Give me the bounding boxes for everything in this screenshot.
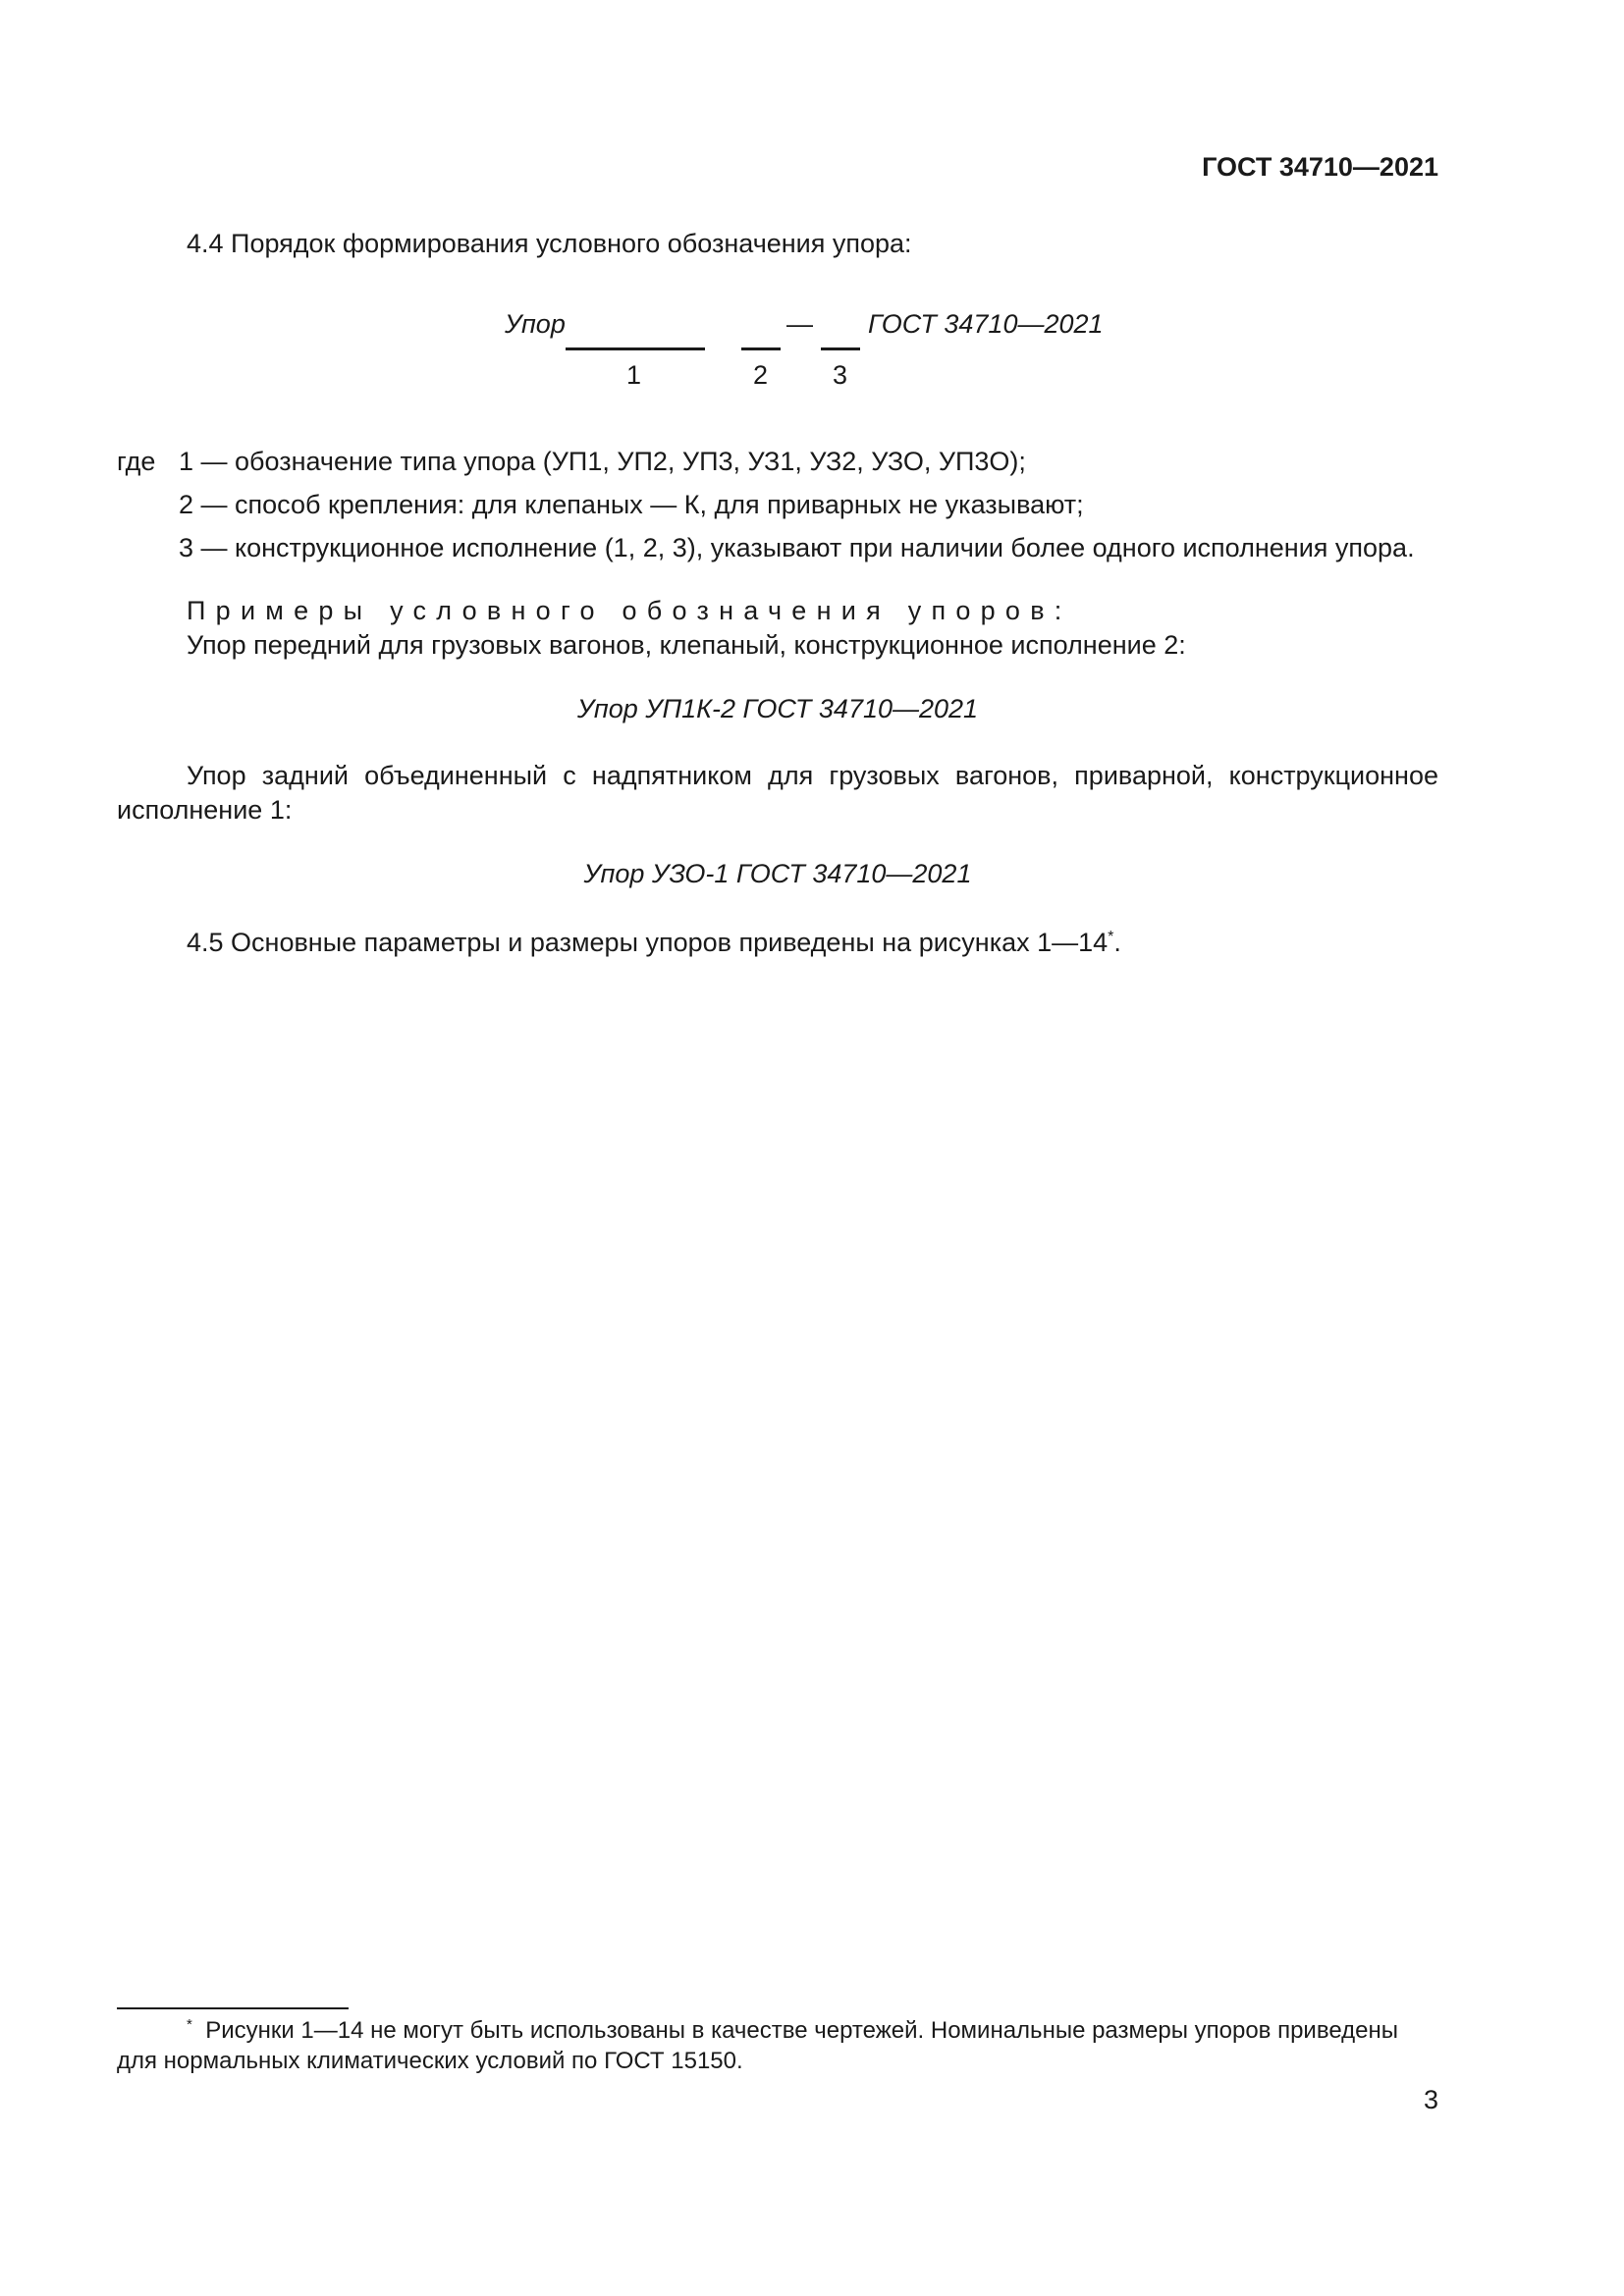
legend-item-2: 2 — способ крепления: для клепаных — К, для приварных не указывают; (179, 490, 1084, 519)
formula-slot-3-line (821, 347, 860, 350)
formula-label-3: 3 (833, 360, 848, 390)
section-4-4-text: 4.4 Порядок формирования условного обозначения упора: (187, 229, 912, 258)
formula-slot-2-line (741, 347, 781, 350)
legend-item-3: 3 — конструкционное исполнение (1, 2, 3), указывают при наличии более одного исполнения упора. (179, 533, 1415, 562)
section-4-5-body: 4.5 Основные параметры и размеры упоров приведены на рисунках 1—14 (187, 928, 1109, 957)
section-4-5-text (187, 927, 1121, 958)
example-2-description-line-2: исполнение 1: (117, 795, 293, 825)
formula-slot-1-line (566, 347, 705, 350)
formula-dash: — (786, 309, 813, 339)
legend-intro: где (117, 447, 156, 476)
document-code-header: ГОСТ 34710—2021 (1202, 152, 1438, 182)
formula-prefix: Упор (505, 309, 566, 339)
example-2-description-line-1: Упор задний объединенный с надпятником для грузовых вагонов, приварной, конструкционное (187, 761, 1438, 790)
example-2-code: Упор УЗО-1 ГОСТ 34710—2021 (583, 859, 972, 888)
formula-label-1: 1 (626, 360, 642, 390)
example-1-code: Упор УП1К-2 ГОСТ 34710—2021 (576, 694, 979, 723)
formula-suffix: ГОСТ 34710—2021 (868, 309, 1104, 339)
footnote-reference: * (1108, 929, 1114, 945)
footnote-mark: * (187, 2016, 192, 2033)
formula-label-2: 2 (753, 360, 769, 390)
footnote-separator (117, 2007, 349, 2009)
examples-heading: Примеры условного обозначения упоров: (187, 596, 1072, 625)
page-number: 3 (1423, 2085, 1438, 2114)
section-4-5-end: . (1113, 928, 1121, 957)
footnote-text-1: Рисунки 1—14 не могут быть использованы в качестве чертежей. Номинальные размеры упоров приведены (205, 2017, 1398, 2044)
legend-item-1: 1 — обозначение типа упора (УП1, УП2, УП3, УЗ1, УЗ2, УЗО, УП3О); (179, 447, 1026, 476)
footnote-line-2: для нормальных климатических условий по ГОСТ 15150. (117, 2048, 743, 2074)
footnote-line-1 (187, 2016, 1398, 2046)
example-1-description: Упор передний для грузовых вагонов, клепаный, конструкционное исполнение 2: (187, 630, 1186, 660)
